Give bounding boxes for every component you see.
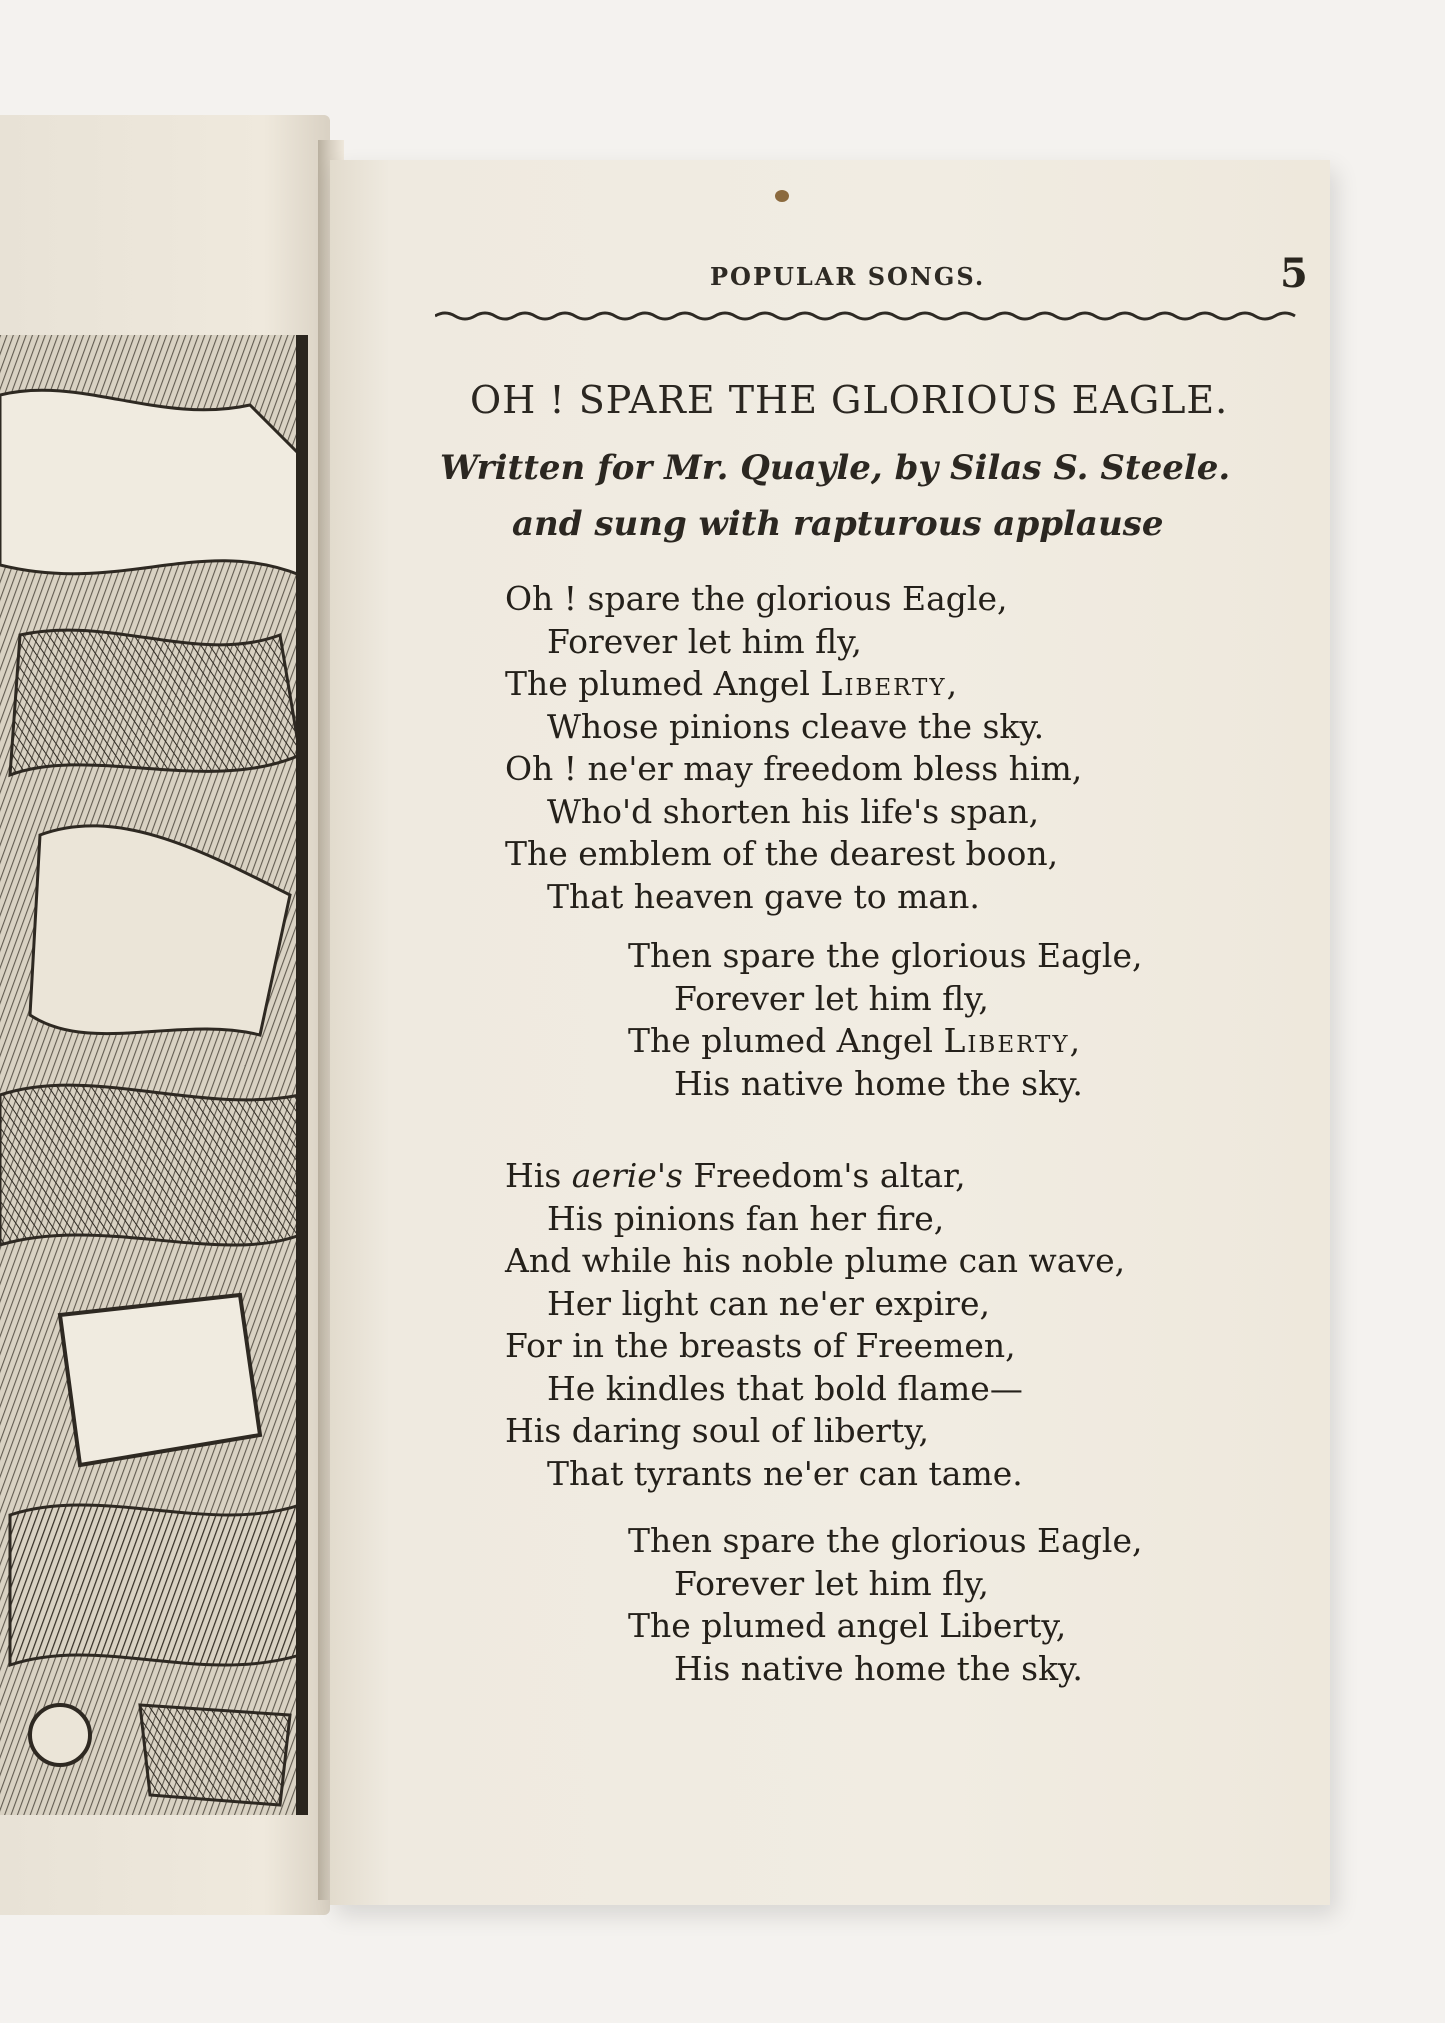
verse-line: His native home the sky. — [674, 1648, 1083, 1688]
woodcut-illustration — [0, 335, 308, 1815]
verse-text: His — [505, 1156, 572, 1195]
verse-line: Whose pinions cleave the sky. — [547, 706, 1045, 746]
verse-text: Freedom's altar, — [682, 1156, 966, 1195]
verse-line: For in the breasts of Freemen, — [505, 1326, 1016, 1365]
page-number: 5 — [1280, 250, 1308, 297]
stanza-2 — [505, 1155, 1305, 1495]
verse-punct: , — [1069, 1021, 1081, 1060]
verse-line: The emblem of the dearest boon, — [505, 834, 1059, 873]
verse-line: Who'd shorten his life's span, — [547, 791, 1040, 831]
chorus-2 — [628, 1520, 1428, 1690]
verse-punct: , — [946, 664, 958, 703]
aerie-italic: aerie's — [571, 1156, 683, 1195]
stanza-1 — [505, 578, 1305, 918]
song-title: OH ! SPARE THE GLORIOUS EAGLE. — [470, 378, 1229, 422]
song-subtitle-author: Written for Mr. Quayle, by Silas S. Steele. — [440, 448, 1231, 488]
verse-line: His pinions fan her fire, — [547, 1198, 945, 1238]
verse-line: His native home the sky. — [674, 1063, 1083, 1103]
verse-line: Oh ! ne'er may freedom bless him, — [505, 749, 1083, 788]
verse-line — [505, 663, 1305, 706]
song-subtitle-applause: and sung with rapturous applause — [512, 504, 1164, 544]
liberty-smallcaps: Liberty — [943, 1021, 1070, 1060]
verse-line: His daring soul of liberty, — [505, 1411, 929, 1450]
running-head: POPULAR SONGS. — [710, 262, 986, 291]
paper-stain — [775, 190, 789, 202]
verse-line: That tyrants ne'er can tame. — [547, 1453, 1023, 1493]
verse-line: Then spare the glorious Eagle, — [628, 936, 1143, 975]
verse-line: Oh ! spare the glorious Eagle, — [505, 579, 1008, 618]
verse-line: Her light can ne'er expire, — [547, 1283, 990, 1323]
verse-line — [628, 1020, 1428, 1063]
verse-line: Then spare the glorious Eagle, — [628, 1521, 1143, 1560]
left-page — [0, 115, 330, 1915]
verse-line — [505, 1155, 1305, 1198]
verse-line: Forever let him fly, — [674, 978, 989, 1018]
verse-line: He kindles that bold flame— — [547, 1368, 1023, 1408]
verse-line: That heaven gave to man. — [547, 876, 980, 916]
chorus-1 — [628, 935, 1428, 1105]
verse-text: The plumed Angel — [628, 1021, 944, 1060]
wavy-rule — [435, 308, 1305, 322]
verse-line: Forever let him fly, — [547, 621, 862, 661]
verse-line: And while his noble plume can wave, — [505, 1241, 1126, 1280]
verse-line: The plumed angel Liberty, — [628, 1606, 1067, 1645]
liberty-smallcaps: Liberty — [820, 664, 947, 703]
verse-text: The plumed Angel — [505, 664, 821, 703]
verse-line: Forever let him fly, — [674, 1563, 989, 1603]
